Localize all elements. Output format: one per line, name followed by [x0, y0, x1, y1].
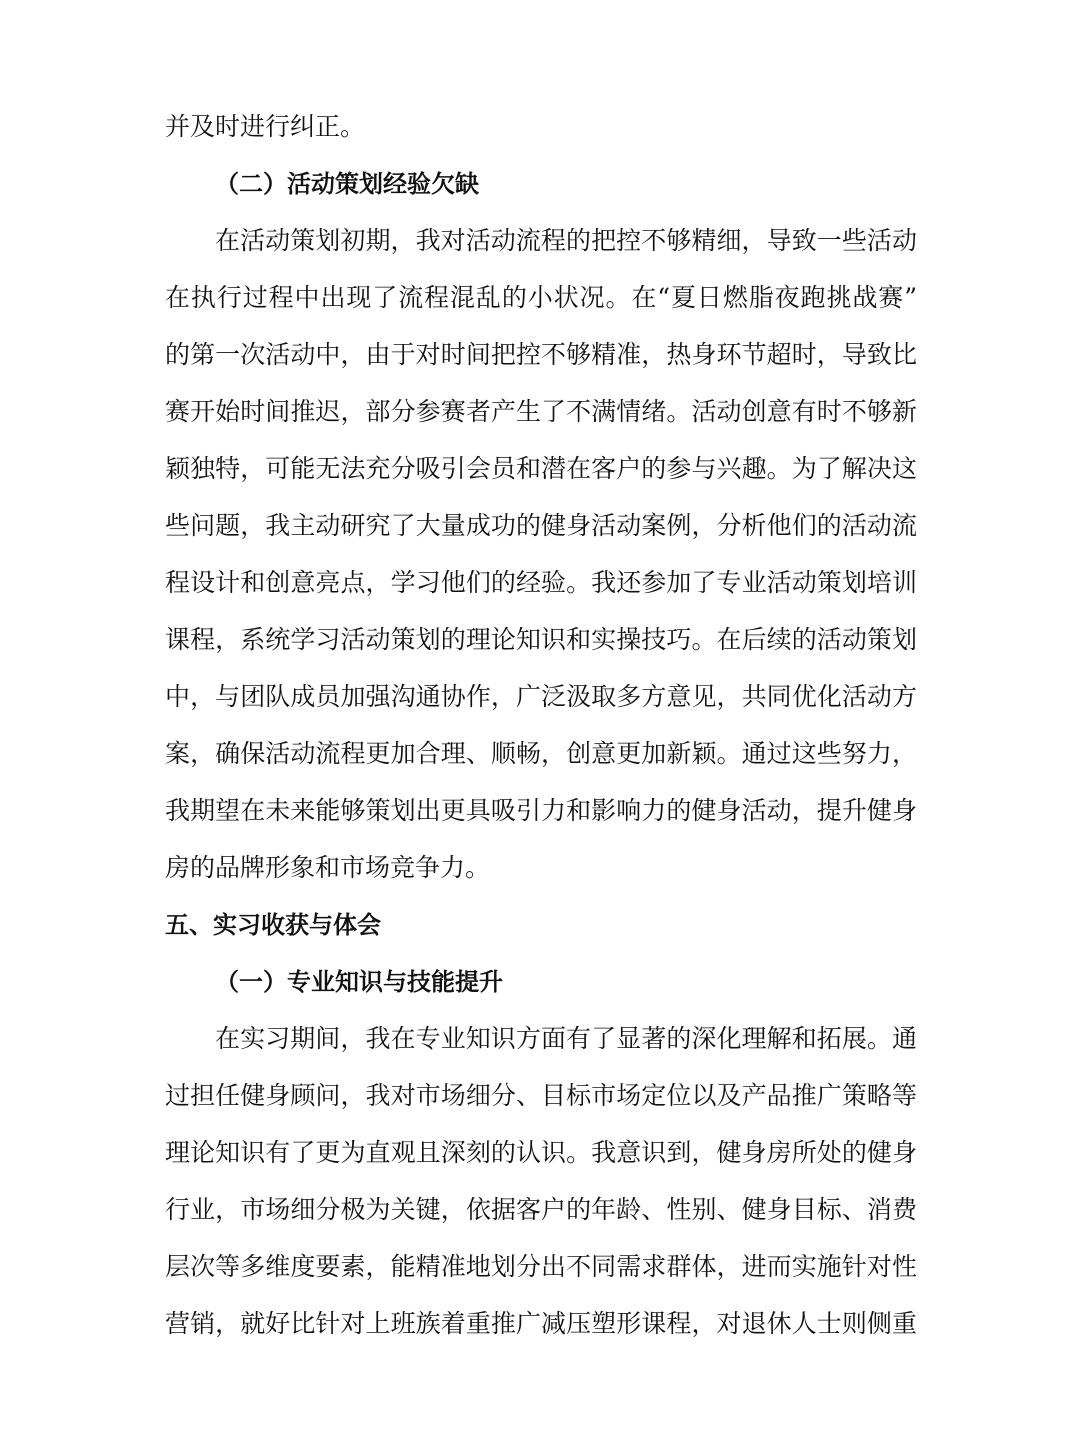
paragraph-line: 理论知识有了更为直观且深刻的认识。我意识到，健身房所处的健身	[165, 1138, 917, 1167]
paragraph-line: 在活动策划初期，我对活动流程的把控不够精细，导致一些活动	[215, 226, 917, 255]
section-subheading: （一）专业知识与技能提升	[215, 968, 503, 996]
section-subheading: （二）活动策划经验欠缺	[215, 170, 479, 198]
paragraph-line: 在实习期间，我在专业知识方面有了显著的深化理解和拓展。通	[215, 1024, 917, 1053]
paragraph-line: 课程，系统学习活动策划的理论知识和实操技巧。在后续的活动策划	[165, 625, 917, 654]
paragraph-line: 我期望在未来能够策划出更具吸引力和影响力的健身活动，提升健身	[165, 796, 917, 825]
paragraph-line: 过担任健身顾问，我对市场细分、目标市场定位以及产品推广策略等	[165, 1081, 917, 1110]
paragraph-line: 赛开始时间推迟，部分参赛者产生了不满情绪。活动创意有时不够新	[165, 397, 917, 426]
paragraph-line: 的第一次活动中，由于对时间把控不够精准，热身环节超时，导致比	[165, 340, 917, 369]
paragraph-line: 些问题，我主动研究了大量成功的健身活动案例，分析他们的活动流	[165, 511, 917, 540]
paragraph-line: 程设计和创意亮点，学习他们的经验。我还参加了专业活动策划培训	[165, 568, 917, 597]
paragraph-line: 房的品牌形象和市场竞争力。	[165, 853, 491, 882]
paragraph-line: 并及时进行纠正。	[165, 112, 366, 141]
paragraph-line: 营销，就好比针对上班族着重推广减压塑形课程，对退休人士则侧重	[165, 1309, 917, 1338]
paragraph-line: 在执行过程中出现了流程混乱的小状况。在“夏日燃脂夜跑挑战赛”	[165, 283, 917, 312]
paragraph-line: 层次等多维度要素，能精准地划分出不同需求群体，进而实施针对性	[165, 1252, 917, 1281]
paragraph-line: 颖独特，可能无法充分吸引会员和潜在客户的参与兴趣。为了解决这	[165, 454, 917, 483]
section-heading: 五、实习收获与体会	[165, 911, 381, 939]
paragraph-line: 中，与团队成员加强沟通协作，广泛汲取多方意见，共同优化活动方	[165, 682, 917, 711]
paragraph-line: 案，确保活动流程更加合理、顺畅，创意更加新颖。通过这些努力，	[165, 739, 917, 768]
paragraph-line: 行业，市场细分极为关键，依据客户的年龄、性别、健身目标、消费	[165, 1195, 917, 1224]
